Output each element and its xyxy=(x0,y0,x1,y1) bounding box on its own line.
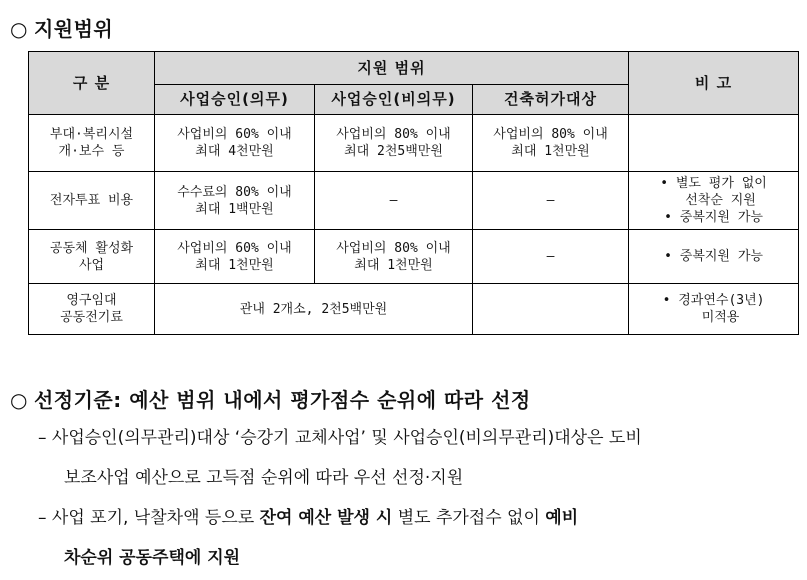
bullet-text-emphasis: 잔여 예산 발생 시 xyxy=(259,508,393,528)
row-category: 전자투표 비용 xyxy=(29,172,155,230)
table-row xyxy=(29,284,799,335)
header-remarks: 비 고 xyxy=(629,52,799,115)
bullet-continuation: 보조사업 예산으로 고득점 순위에 따라 우선 선정·지원 xyxy=(64,468,464,488)
dash-icon: – xyxy=(38,508,47,528)
dash-icon: – xyxy=(38,428,47,448)
cell-merged-support: 관내 2개소, 2천5백만원 xyxy=(155,284,473,335)
row-category: 영구임대 공동전기료 xyxy=(29,284,155,335)
section-title: 선정기준: 예산 범위 내에서 평가점수 순위에 따라 선정 xyxy=(33,388,531,412)
table-row xyxy=(29,172,799,230)
cell-remarks: • 중복지원 가능 xyxy=(629,230,799,284)
cell-non-mandatory: 사업비의 80% 이내 최대 2천5백만원 xyxy=(315,115,473,172)
bullet-item xyxy=(38,498,642,538)
subheader-building-permit: 건축허가대상 xyxy=(473,85,629,115)
cell-mandatory: 수수료의 80% 이내 최대 1백만원 xyxy=(155,172,315,230)
section-title: 지원범위 xyxy=(33,17,114,41)
support-scope-table xyxy=(28,51,799,335)
subheader-non-mandatory: 사업승인(비의무) xyxy=(315,85,473,115)
cell-building-permit: – xyxy=(473,172,629,230)
header-support-scope: 지원 범위 xyxy=(155,52,629,85)
table-row xyxy=(29,115,799,172)
cell-mandatory: 사업비의 60% 이내 최대 1천만원 xyxy=(155,230,315,284)
cell-non-mandatory: 사업비의 80% 이내 최대 1천만원 xyxy=(315,230,473,284)
bullet-text: 사업승인(의무관리)대상 ‘승강기 교체사업’ 및 사업승인(비의무관리)대상은 도비 xyxy=(51,428,642,448)
selection-bullets xyxy=(38,418,642,578)
bullet-continuation: 차순위 공동주택에 지원 xyxy=(64,548,241,568)
cell-remarks xyxy=(629,115,799,172)
table-row xyxy=(29,230,799,284)
header-category: 구 분 xyxy=(29,52,155,115)
section-heading-support-scope xyxy=(10,13,113,42)
section-heading-selection-criteria xyxy=(10,384,531,413)
cell-remarks: • 별도 평가 없이 선착순 지원 • 중복지원 가능 xyxy=(629,172,799,230)
row-category: 공동체 활성화 사업 xyxy=(29,230,155,284)
cell-non-mandatory: – xyxy=(315,172,473,230)
circle-bullet-icon: ○ xyxy=(10,17,28,41)
bullet-item xyxy=(38,418,642,458)
cell-building-permit xyxy=(473,284,629,335)
cell-building-permit: – xyxy=(473,230,629,284)
cell-building-permit: 사업비의 80% 이내 최대 1천만원 xyxy=(473,115,629,172)
cell-mandatory: 사업비의 60% 이내 최대 4천만원 xyxy=(155,115,315,172)
subheader-mandatory: 사업승인(의무) xyxy=(155,85,315,115)
cell-remarks: • 경과연수(3년) 미적용 xyxy=(629,284,799,335)
circle-bullet-icon: ○ xyxy=(10,388,28,412)
row-category: 부대·복리시설 개·보수 등 xyxy=(29,115,155,172)
bullet-text: 사업 포기, 낙찰차액 등으로 xyxy=(51,508,260,528)
table-header-row xyxy=(29,52,799,85)
bullet-text-emphasis: 예비 xyxy=(545,508,579,528)
bullet-text: 별도 추가접수 없이 xyxy=(392,508,546,528)
